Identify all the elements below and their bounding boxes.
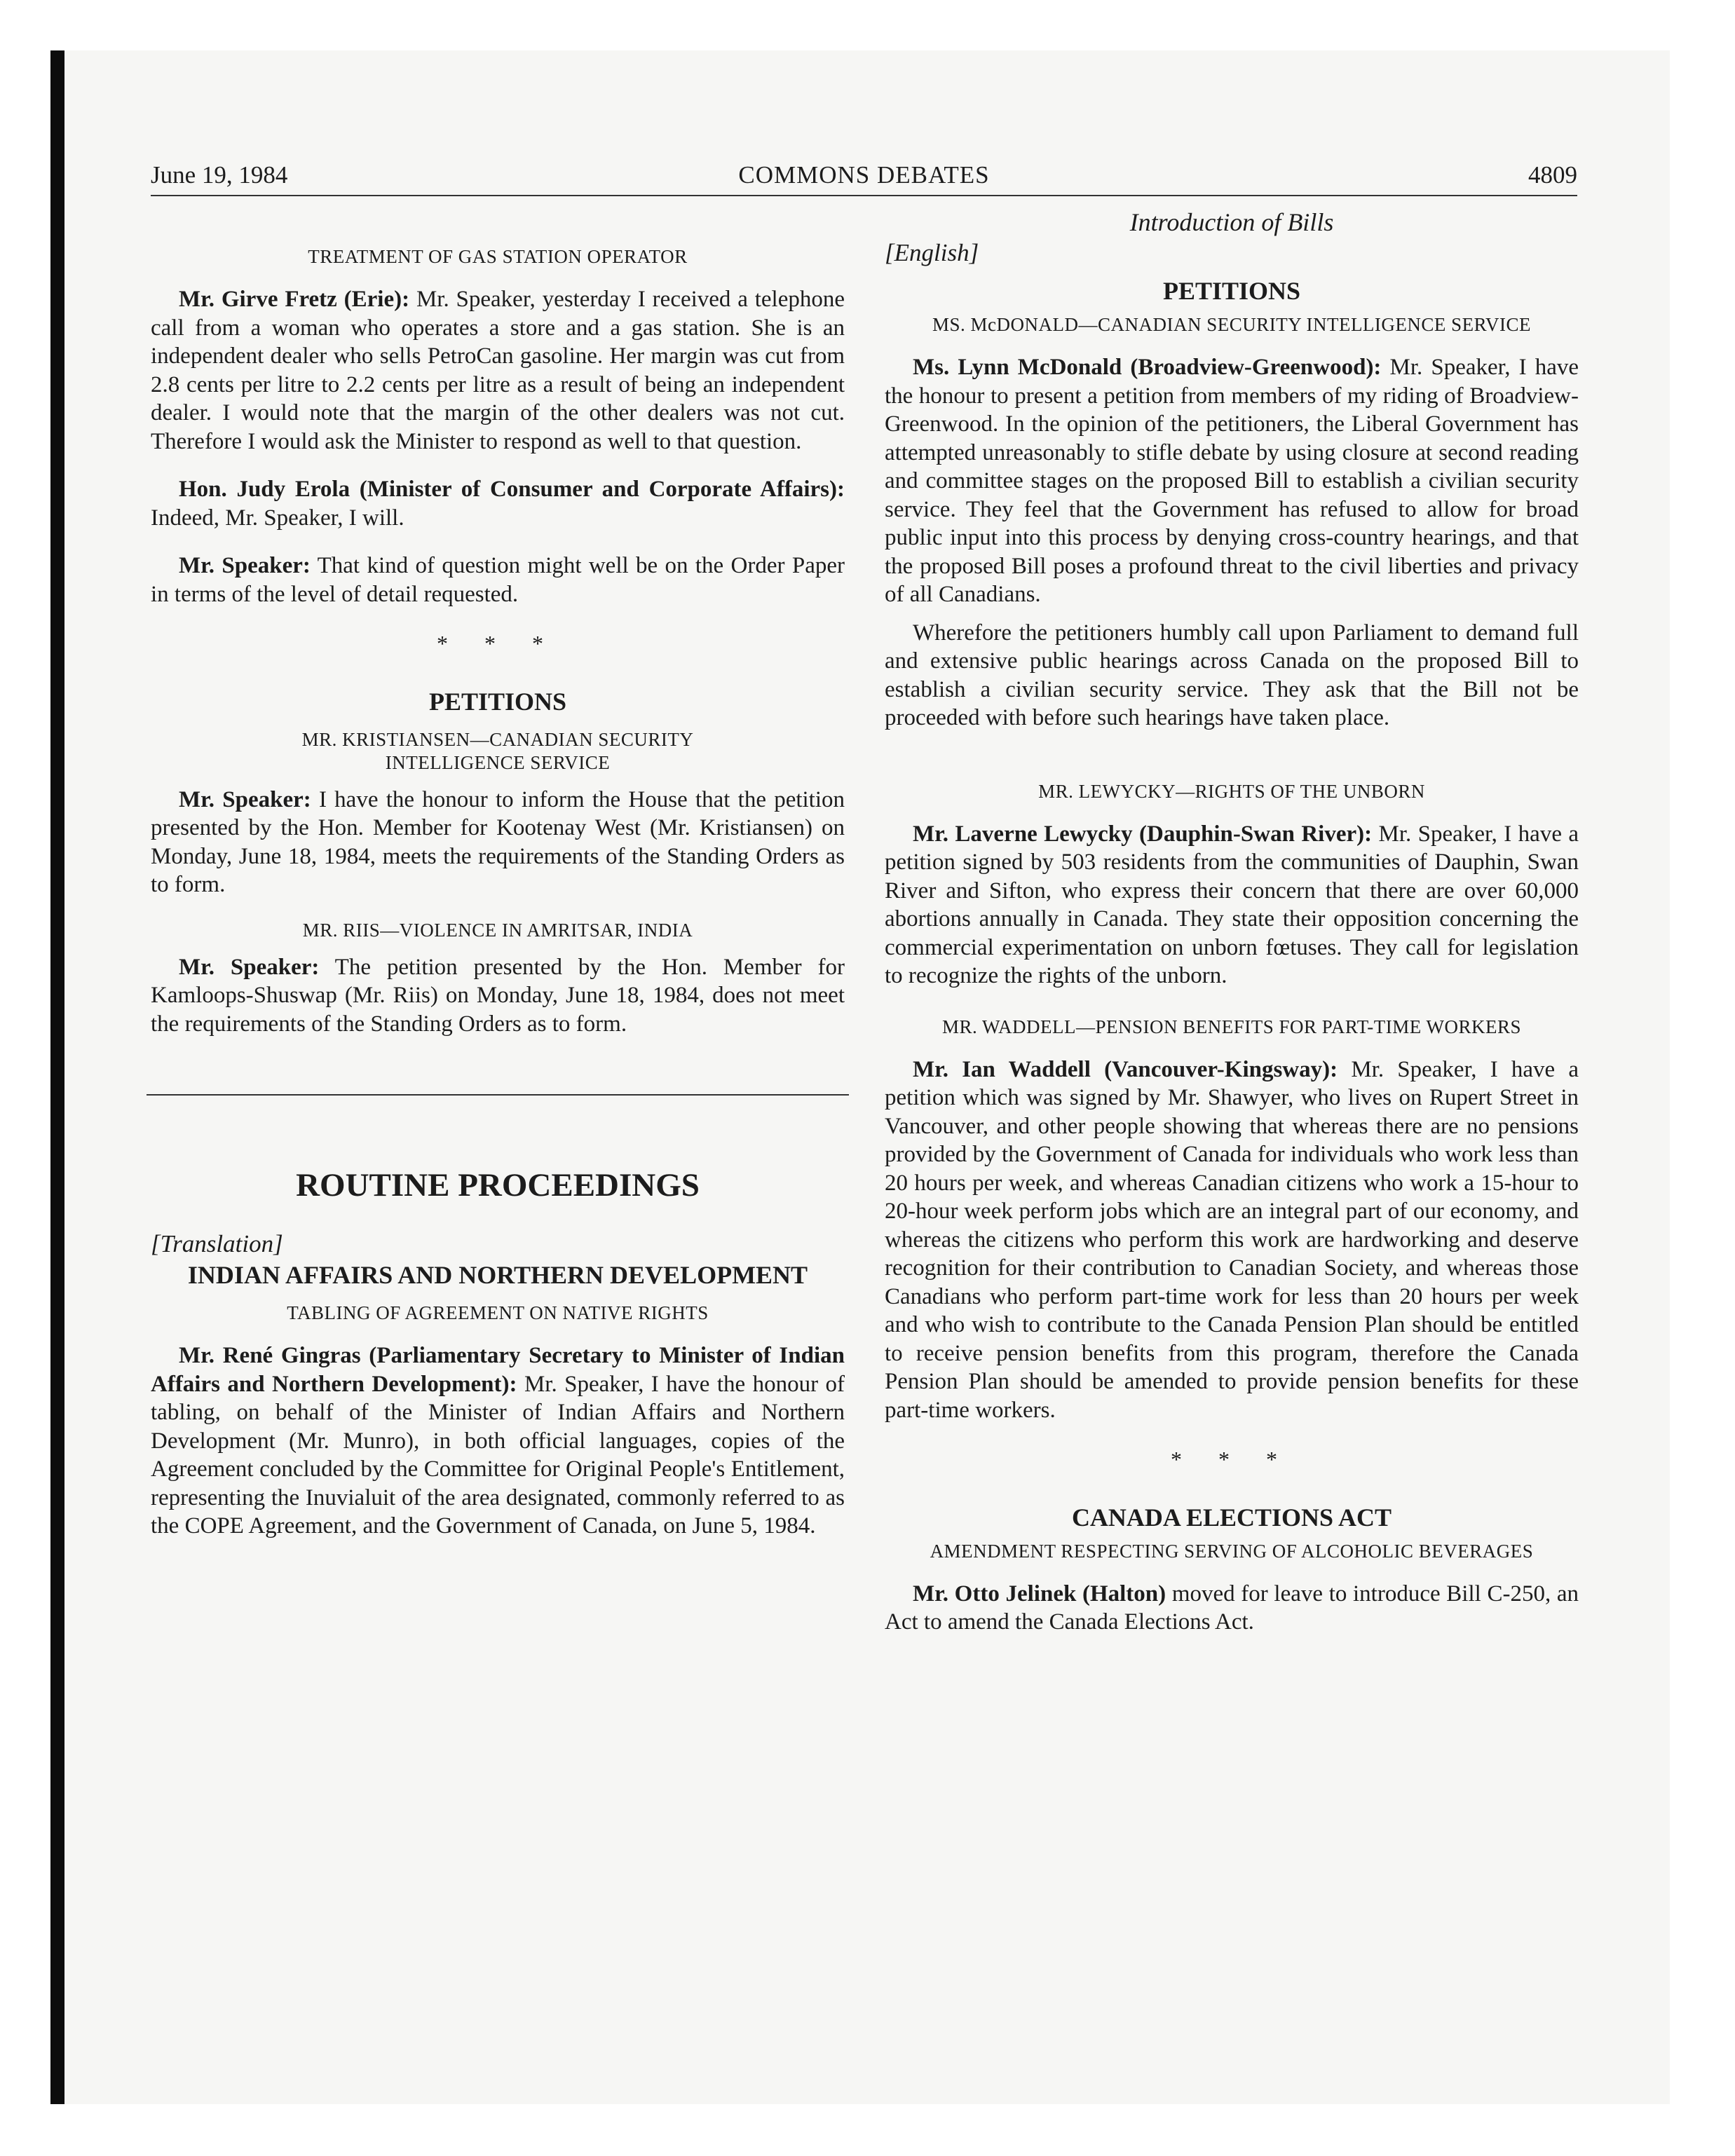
speaker-waddell: Mr. Ian Waddell (Vancouver-Kingsway):	[913, 1056, 1338, 1082]
paragraph-jelinek: Mr. Otto Jelinek (Halton) moved for leave to introduce Bill C-250, an Act to amend the Canada Elections Act.	[885, 1581, 1579, 1635]
paragraph-fretz: Mr. Girve Fretz (Erie): Mr. Speaker, yesterday I received a telephone call from a woman who operates a store and a gas station. She is an independent dealer who sells PetroCan gasoline. Her margin was cut from 2.8 cents per litre to 2.2 cents per litre as a result of being an independent dealer. I would note that the margin of the other dealers was not cut. Therefore I would ask the Minister to respond as well to that question.	[151, 287, 845, 454]
paragraph-kristiansen-ruling: Mr. Speaker: I have the honour to inform the House that the petition presented by the Hon. Member for Kootenay West (Mr. Kristiansen) on Monday, June 18, 1984, meets the requirements of the Standing Orders as to form.	[151, 786, 845, 897]
header-title: COMMONS DEBATES	[738, 161, 990, 189]
speaker-erola: Hon. Judy Erola (Minister of Consumer and Corporate Affairs):	[179, 477, 845, 502]
speaker-label: Mr. Speaker:	[179, 786, 311, 812]
header-page-number: 4809	[1528, 161, 1577, 189]
speaker-fretz: Mr. Girve Fretz (Erie):	[179, 287, 410, 312]
language-tag-english: [English]	[885, 239, 979, 266]
paragraph-waddell: Mr. Ian Waddell (Vancouver-Kingsway): Mr. Speaker, I have a petition which was signed by Mr. Shawyer, who lives on Rupert Street in Vancouver, and other people showing that whereas there are no pensions provided by the Government of Canada for individuals who work less than 20 hours per week, and whereas Canadian citizens who work a 15-hour to 20-hour week perform jobs which are an integral part of our economy, and whereas the citizens who perform this work are hardworking and deserve recognition for their contribution to Canadian Society, and whereas those Canadians who perform part-time work for less than 20 hours per week and who wish to contribute to the Canada Pension Plan should be entitled to receive pension benefits from this program, therefore the Canada Pension Plan should be amended to provide pension benefits for these part-time workers.	[885, 1056, 1579, 1423]
speaker-label: Mr. Speaker:	[179, 553, 311, 578]
speaker-jelinek: Mr. Otto Jelinek (Halton)	[913, 1581, 1166, 1606]
paragraph-lewycky: Mr. Laverne Lewycky (Dauphin-Swan River): Mr. Speaker, I have a petition signed by 503 residents from the communities of Dauphin, Swan River and Sifton, who express their concern that there are over 60,000 abortions annually in Canada. They state their opposition concerning the commercial experimentation on unborn fœtuses. They call for legislation to recognize the rights of the unborn.	[885, 821, 1579, 988]
speaker-label: Mr. Speaker:	[179, 954, 320, 980]
subheading-riis: MR. RIIS—VIOLENCE IN AMRITSAR, INDIA	[302, 919, 693, 941]
heading-routine-proceedings: ROUTINE PROCEEDINGS	[296, 1167, 700, 1203]
subheading-kristiansen: MR. KRISTIANSEN—CANADIAN SECURITY INTELLIGENCE SERVICE	[301, 728, 694, 773]
paragraph-gingras: Mr. René Gingras (Parliamentary Secretary to Minister of Indian Affairs and Northern Development): Mr. Speaker, I have the honour of tabling, on behalf of the Minister of Indian Affairs and Northern Development (Mr. Munro), in both official languages, copies of the Agreement concluded by the Committee for Original People's Entitlement, representing the Inuvialuit of the area designated, commonly referred to as the COPE Agreement, and the Government of Canada, on June 5, 1984.	[151, 1343, 845, 1538]
heading-petitions-right: PETITIONS	[1162, 277, 1301, 305]
separator-stars: * * *	[1171, 1447, 1293, 1472]
subheading-waddell: MR. WADDELL—PENSION BENEFITS FOR PART-TIME WORKERS	[942, 1016, 1521, 1037]
left-column	[151, 207, 845, 1541]
speaker-lewycky: Mr. Laverne Lewycky (Dauphin-Swan River):	[913, 821, 1373, 847]
subheading-mcdonald: MS. McDONALD—CANADIAN SECURITY INTELLIGENCE SERVICE	[932, 314, 1532, 335]
paragraph-erola: Hon. Judy Erola (Minister of Consumer and Corporate Affairs): Indeed, Mr. Speaker, I will.	[151, 477, 845, 531]
subheading-lewycky: MR. LEWYCKY—RIGHTS OF THE UNBORN	[1038, 780, 1425, 802]
subheading-alcohol: AMENDMENT RESPECTING SERVING OF ALCOHOLIC BEVERAGES	[930, 1540, 1534, 1562]
heading-petitions-left: PETITIONS	[428, 687, 567, 716]
heading-indian-affairs: INDIAN AFFAIRS AND NORTHERN DEVELOPMENT	[187, 1261, 808, 1289]
header-date: June 19, 1984	[151, 161, 288, 189]
paragraph-mcdonald: Ms. Lynn McDonald (Broadview-Greenwood): Mr. Speaker, I have the honour to present a petition from members of my riding of Broadview-Greenwood. In the opinion of the petitioners, the Liberal Government has attempted unreasonably to stifle debate by using closure at second reading and committee stages on the proposed Bill to establish a civilian security service. They feel that the Government has refused to allow for broad public input into this process by denying cross-country hearings, and that the proposed Bill poses a profound threat to the civil liberties and privacy of all Canadians.	[885, 355, 1579, 607]
subheading-gas-station: TREATMENT OF GAS STATION OPERATOR	[308, 246, 688, 267]
right-column	[885, 207, 1579, 1637]
subheading-native-rights: TABLING OF AGREEMENT ON NATIVE RIGHTS	[287, 1302, 709, 1323]
language-tag-translation: [Translation]	[151, 1230, 283, 1257]
scan-border	[50, 50, 64, 2104]
speaker-mcdonald: Ms. Lynn McDonald (Broadview-Greenwood):	[913, 355, 1382, 380]
heading-elections-act: CANADA ELECTIONS ACT	[1071, 1503, 1392, 1531]
running-head	[151, 160, 1577, 196]
paragraph-speaker-reply: Mr. Speaker: That kind of question might well be on the Order Paper in terms of the level of detail requested.	[151, 553, 845, 607]
paragraph-mcdonald-wherefore: Wherefore the petitioners humbly call upon Parliament to demand full and extensive public hearings across Canada on the proposed Bill to establish a civilian security service. They ask that the Bill not be proceeded with before such hearings have taken place.	[885, 620, 1579, 730]
paragraph-riis-ruling: Mr. Speaker: The petition presented by the Hon. Member for Kamloops-Shuswap (Mr. Riis) on Monday, June 18, 1984, does not meet the requirements of the Standing Orders as to form.	[151, 954, 845, 1037]
section-label: Introduction of Bills	[1129, 208, 1334, 236]
speaker-gingras: Mr. René Gingras (Parliamentary Secretary to Minister of Indian Affairs and Northern Development):	[151, 1343, 845, 1397]
separator-stars: * * *	[437, 631, 559, 656]
